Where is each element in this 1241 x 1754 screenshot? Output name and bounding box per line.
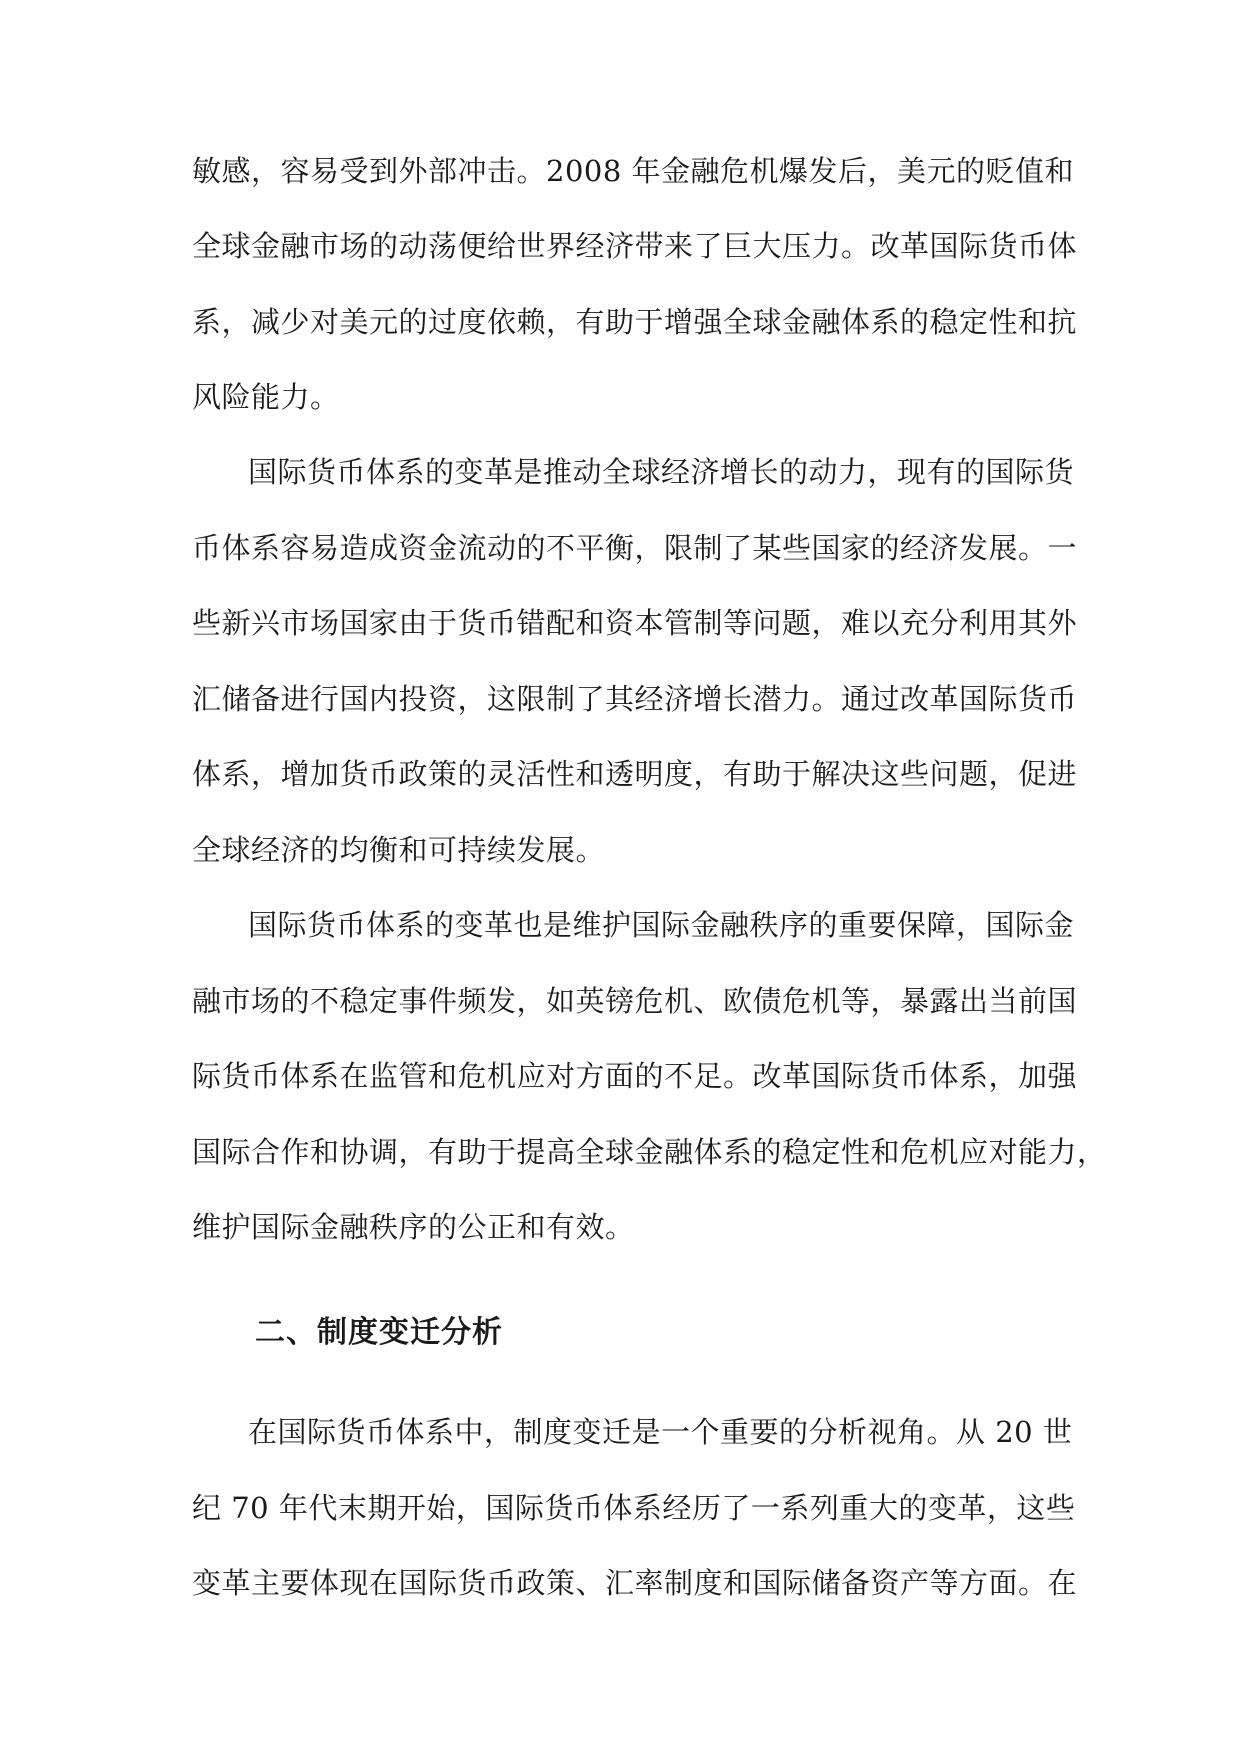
paragraph-2-line-5: 体系，增加货币政策的灵活性和透明度，有助于解决这些问题，促进 — [192, 757, 1078, 791]
paragraph-1-line-2: 全球金融市场的动荡便给世界经济带来了巨大压力。改革国际货币体 — [192, 229, 1078, 263]
paragraph-1-line-3: 系，减少对美元的过度依赖，有助于增强全球金融体系的稳定性和抗 — [192, 305, 1078, 339]
section-paragraph-line-1: 在国际货币体系中，制度变迁是一个重要的分析视角。从 20 世 — [248, 1415, 1073, 1449]
section-heading: 二、制度变迁分析 — [255, 1315, 503, 1350]
paragraph-1-line-1: 敏感，容易受到外部冲击。2008 年金融危机爆发后，美元的贬值和 — [192, 154, 1075, 188]
section-paragraph-line-2: 纪 70 年代末期开始，国际货币体系经历了一系列重大的变革，这些 — [192, 1491, 1076, 1525]
paragraph-2-line-6: 全球经济的均衡和可持续发展。 — [192, 833, 606, 867]
paragraph-3-line-2: 融市场的不稳定事件频发，如英镑危机、欧债危机等，暴露出当前国 — [192, 984, 1078, 1018]
section-paragraph-line-3: 变革主要体现在国际货币政策、汇率制度和国际储备资产等方面。在 — [192, 1566, 1078, 1600]
paragraph-3-line-5: 维护国际金融秩序的公正和有效。 — [192, 1210, 635, 1244]
paragraph-2-line-4: 汇储备进行国内投资，这限制了其经济增长潜力。通过改革国际货币 — [192, 682, 1078, 716]
paragraph-2-line-2: 币体系容易造成资金流动的不平衡，限制了某些国家的经济发展。一 — [192, 531, 1078, 565]
paragraph-3-line-3: 际货币体系在监管和危机应对方面的不足。改革国际货币体系，加强 — [192, 1059, 1078, 1093]
paragraph-2-line-3: 些新兴市场国家由于货币错配和资本管制等问题，难以充分利用其外 — [192, 606, 1078, 640]
paragraph-2-line-1: 国际货币体系的变革是推动全球经济增长的动力，现有的国际货 — [248, 455, 1075, 489]
paragraph-3-line-4: 国际合作和协调，有助于提高全球金融体系的稳定性和危机应对能力， — [192, 1135, 1107, 1169]
paragraph-1-line-4: 风险能力。 — [192, 380, 340, 414]
paragraph-3-line-1: 国际货币体系的变革也是维护国际金融秩序的重要保障，国际金 — [248, 908, 1075, 942]
